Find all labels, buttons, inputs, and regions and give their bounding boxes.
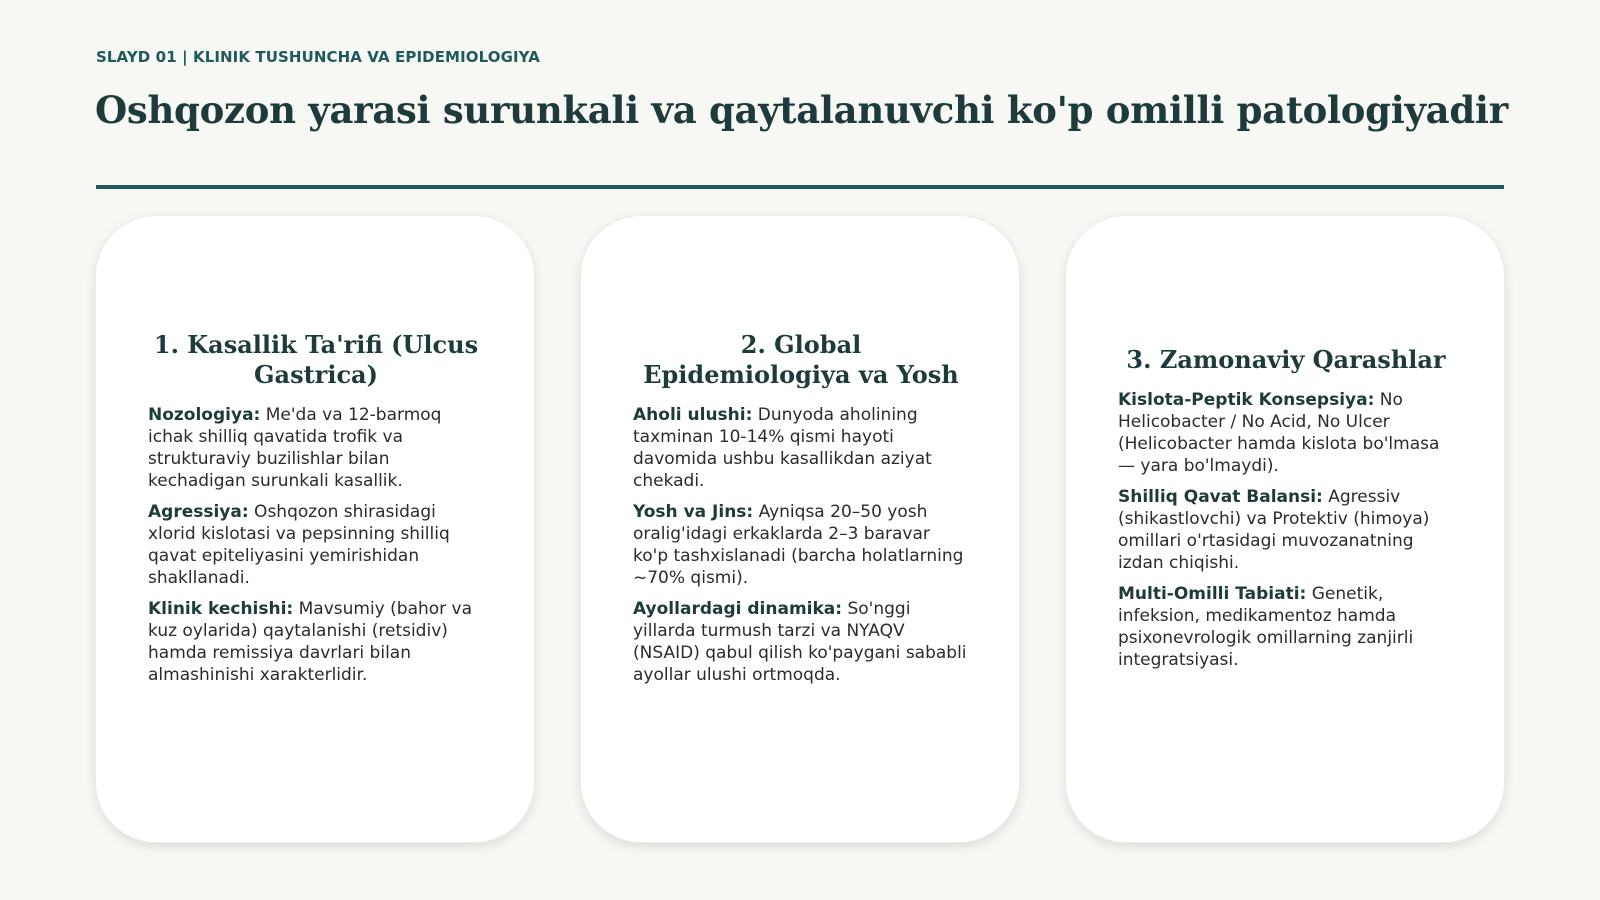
card-item-label: Yosh va Jins: (633, 501, 754, 522)
card-item (1118, 486, 1454, 574)
card-item-text: Agressiv (shikastlovchi) va Protektiv (himoya) omillari o'rtasidagi muvozanatning izdan chiqishi. (1118, 486, 1430, 573)
card-modern-views (1066, 216, 1504, 842)
card-item (1118, 583, 1454, 671)
card-item-label: Ayollardagi dinamika: (633, 598, 843, 619)
card-item (148, 501, 484, 589)
card-item-label: Kislota-Peptik Konsepsiya: (1118, 389, 1375, 410)
card-item-label: Shilliq Qavat Balansi: (1118, 486, 1323, 507)
card-item (148, 404, 484, 492)
card-global-epidemiology (581, 216, 1019, 842)
card-item-text: Dunyoda aholining taxminan 10-14% qismi hayoti davomida ushbu kasallikdan aziyat chekadi. (633, 404, 932, 491)
card-item-label: Agressiya: (148, 501, 249, 522)
card-title: 2. Global Epidemiologiya va Yosh (643, 329, 959, 389)
card-item (633, 598, 969, 686)
card-title: 3. Zamonaviy Qarashlar (1126, 344, 1446, 374)
card-item-text: Ayniqsa 20–50 yosh oralig'idagi erkaklarda 2–3 baravar ko'p tashxislanadi (barcha holatlarning ~70% qismi). (633, 501, 964, 588)
card-item-text: So'nggi yillarda turmush tarzi va NYAQV (NSAID) qabul qilish ko'paygani sababli ayollar ulushi ortmoqda. (633, 598, 967, 685)
card-item (148, 598, 484, 686)
card-title: 1. Kasallik Ta'rifi (Ulcus Gastrica) (153, 329, 479, 389)
card-item-text: Genetik, infeksion, medikamentoz hamda psixonevrologik omillarning zanjirli integratsiyasi. (1118, 583, 1414, 670)
card-item-label: Nozologiya: (148, 404, 261, 425)
card-item-text: Me'da va 12-barmoq ichak shilliq qavatida trofik va strukturaviy buzilishlar bilan kechadigan surunkali kasallik. (148, 404, 442, 491)
card-item-text: No Helicobacter / No Acid, No Ulcer (Helicobacter hamda kislota bo'lmasa — yara bo'lmaydi). (1118, 389, 1440, 476)
card-item (633, 404, 969, 492)
card-item (633, 501, 969, 589)
card-item-label: Multi-Omilli Tabiati: (1118, 583, 1307, 604)
slide-title: Oshqozon yarasi surunkali va qaytalanuvchi ko'p omilli patologiyadir (95, 88, 1508, 132)
title-divider (96, 185, 1504, 189)
card-item-text: Oshqozon shirasidagi xlorid kislotasi va pepsinning shilliq qavat epiteliyasini yemirishidan shakllanadi. (148, 501, 450, 588)
card-item-label: Klinik kechishi: (148, 598, 294, 619)
card-item (1118, 389, 1454, 477)
slide-eyebrow: SLAYD 01 | KLINIK TUSHUNCHA VA EPIDEMIOLOGIYA (96, 48, 540, 66)
card-disease-definition (96, 216, 534, 842)
card-item-label: Aholi ulushi: (633, 404, 753, 425)
card-item-text: Mavsumiy (bahor va kuz oylarida) qaytalanishi (retsidiv) hamda remissiya davrlari bilan almashinishi xarakterlidir. (148, 598, 473, 685)
